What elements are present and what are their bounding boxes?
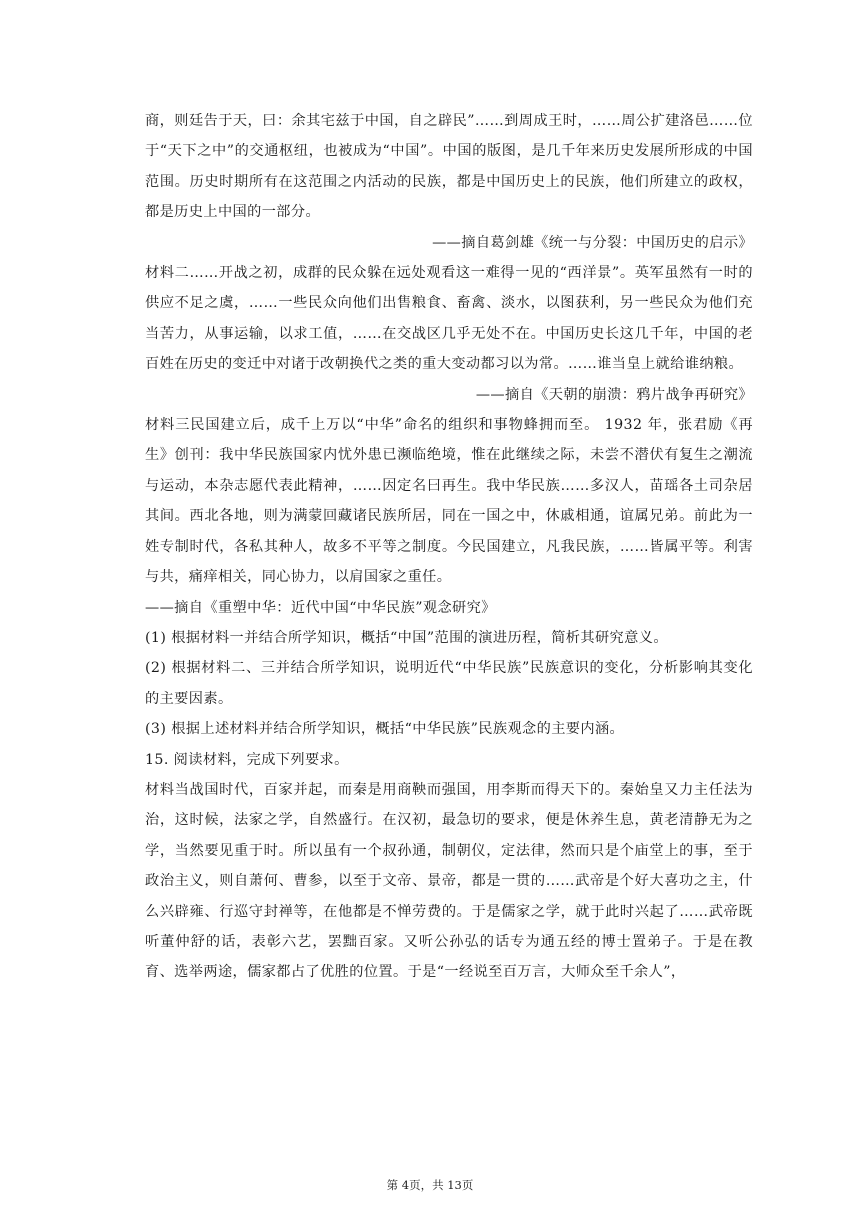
- page-number-footer: 第 4页，共 13页: [386, 1178, 474, 1192]
- material-one-continuation: 商，则廷告于天，曰：余其宅兹于中国，自之辟民”……到周成王时，……周公扩建洛邑……位于“天下之中”的交通枢纽，也被成为“中国”。中国的版图，是几千年来历史发展所形成的中国范围。历史时期所有在这范围之内活动的民族，都是中国历史上的民族，他们所建立的政权，都是历史上中国的一部分。: [145, 113, 753, 221]
- document-body: [145, 106, 753, 988]
- material-two-source: ——摘自《天朝的崩溃：鸦片战争再研究》: [475, 386, 753, 403]
- material-two: 材料二……开战之初，成群的民众躲在远处观看这一难得一见的“西洋景”。英军虽然有一时的供应不足之虞，……一些民众向他们出售粮食、畜禽、淡水，以图获利，另一些民众为他们充当苦力，从事运输，以求工值，……在交战区几乎无处不在。中国历史长这几千年，中国的老百姓在历史的变迁中对诸于改朝换代之类的重大变动都习以为常。……谁当皇上就给谁纳粮。: [145, 265, 753, 373]
- question-15-heading: 15. 阅读材料，完成下列要求。: [145, 751, 349, 768]
- material-three-source: ——摘自《重塑中华：近代中国“中华民族”观念研究》: [145, 599, 496, 616]
- question-2: (2) 根据材料二、三并结合所学知识，说明近代“中华民族”民族意识的变化，分析影响其变化的主要因素。: [145, 660, 753, 707]
- question-1: (1) 根据材料一并结合所学知识，概括“中国”范围的演进历程，简析其研究意义。: [145, 629, 668, 646]
- question-3: (3) 根据上述材料并结合所学知识，概括“中华民族”民族观念的主要内涵。: [145, 721, 625, 738]
- question-15-material: 材料当战国时代，百家并起，而秦是用商鞅而强国，用李斯而得天下的。秦始皇又力主任法为治，这时候，法家之学，自然盛行。在汉初，最急切的要求，便是休养生息，黄老清静无为之学，当然要见重于时。所以虽有一个叔孙通，制朝仪，定法律，然而只是个庙堂上的事，至于政治主义，则自萧何、曹参，以至于文帝、景帝，都是一贯的……武帝是个好大喜功之主，什么兴辟雍、行巡守封禅等，在他都是不惮劳费的。于是儒家之学，就于此时兴起了……武帝既听董仲舒的话，表彰六艺，罢黜百家。又听公孙弘的话专为通五经的博士置弟子。于是在教育、选举两途，儒家都占了优胜的位置。于是“一经说至百万言，大师众至千余人”，: [145, 781, 753, 981]
- material-three: 材料三民国建立后，成千上万以“中华”命名的组织和事物蜂拥而至。 1932 年，张君励《再生》创刊：我中华民族国家内忧外患已濒临绝境，惟在此继续之际，未尝不潜伏有复生之潮流与运动，本杂志愿代表此精神，……因定名曰再生。我中华民族……多汉人，苗瑶各土司杂居其间。西北各地，则为满蒙回藏诸民族所居，同在一国之中，休戚相通，谊属兄弟。前此为一姓专制时代，各私其种人，故多不平等之制度。今民国建立，凡我民族，……皆属平等。利害与共，痛痒相关，同心协力，以肩国家之重任。: [145, 417, 753, 586]
- material-one-source: ——摘自葛剑雄《统一与分裂：中国历史的启示》: [432, 234, 753, 251]
